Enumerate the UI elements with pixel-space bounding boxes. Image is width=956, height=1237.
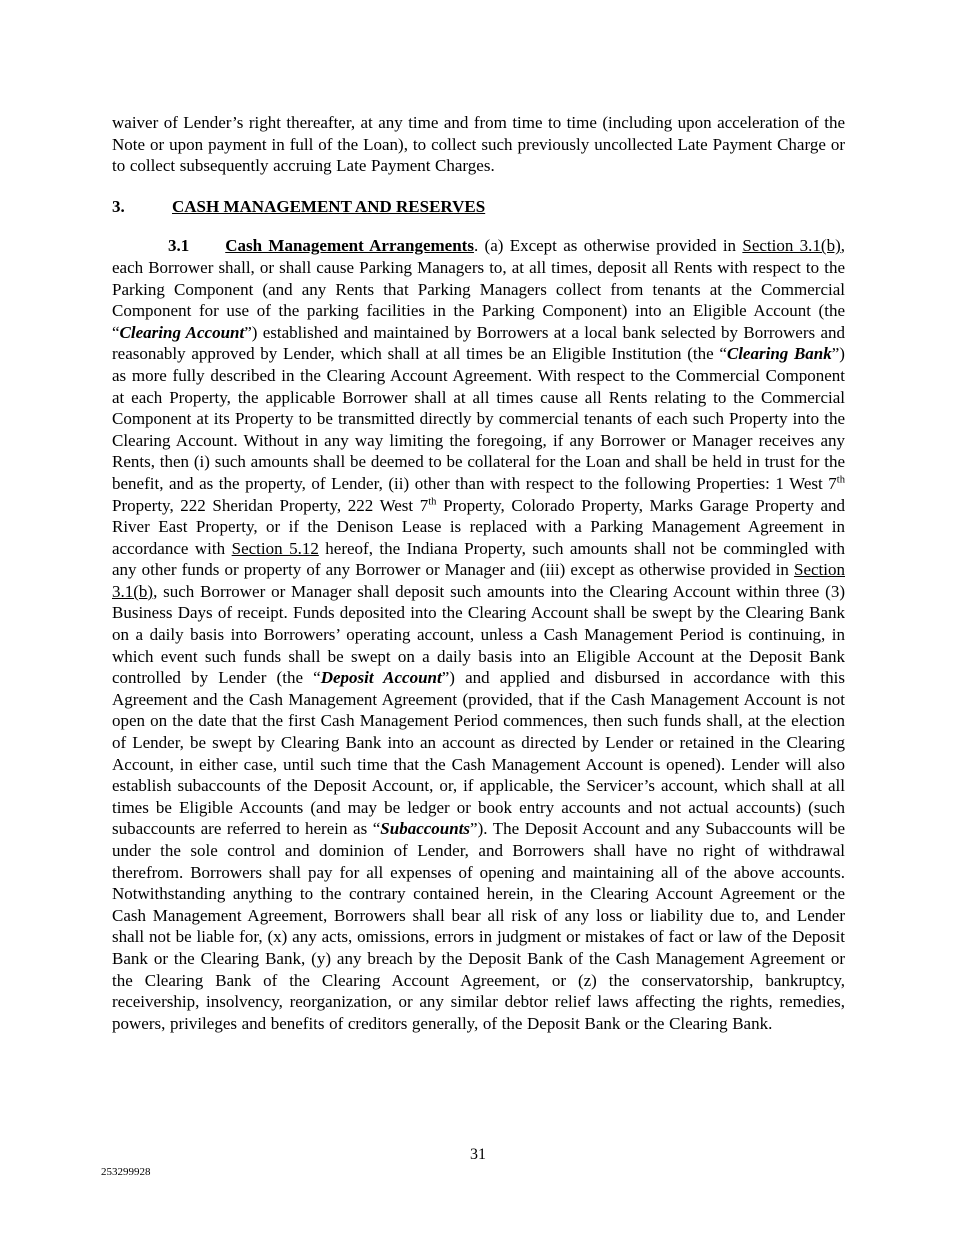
document-id-footer: 253299928 [101, 1166, 151, 1178]
text-run: , such Borrower or Manager shall deposit such amounts into the Clearing Account within three (3) Business Days of receipt. Funds deposited into the Clearing Account shall be swept by the Clearing Bank on a daily basis into Borrowers’ operating account, unless a Cash Management Period is continuing, in which event such funds shall be swept on a daily basis into an Eligible Account at the Deposit Bank controlled by Lender (the “ [112, 581, 845, 688]
text-run: ”). The Deposit Account and any Subaccounts will be under the sole control and dominion of Lender, and Borrowers shall have no right of withdrawal therefrom. Borrowers shall pay for all expenses of opening and maintaining all of the above accounts. Notwithstanding anything to the contrary contained herein, in the Clearing Account Agreement or the Cash Management Agreement, Borrowers shall bear all risk of any loss or liability due to, and Lender shall not be liable for, (x) any acts, omissions, errors in judgment or mistakes of fact or law of the Deposit Bank or the Clearing Bank, (y) any breach by the Deposit Bank of the Cash Management Agreement or the Clearing Bank of the Clearing Account Agreement, or (z) the conservatorship, bankruptcy, receivership, insolvency, reorganization, or any similar debtor relief laws affecting the rights, remedies, powers, privileges and benefits of creditors generally, of the Deposit Bank or the Clearing Bank. [112, 819, 845, 1033]
page-number: 31 [470, 1146, 486, 1163]
text-run: Subaccounts [380, 819, 471, 839]
text-run: hereof, the Indiana Property, such amounts shall not be commingled with any other funds or property of any Borrower or Manager and (iii) except as otherwise provided in [112, 538, 845, 580]
text-run: Clearing Bank [726, 344, 832, 364]
text-run: Deposit Account [320, 668, 442, 688]
text-run: Clearing Account [119, 322, 245, 342]
section-heading [112, 196, 845, 218]
text-run: 3.1 [168, 236, 190, 256]
text-run: Section 5.12 [231, 538, 319, 558]
text-run: Section 3.1(b) [112, 560, 845, 601]
text-run: . (a) Except as otherwise provided in [473, 236, 743, 256]
text-run: ”) and applied and disbursed in accordance with this Agreement and the Cash Management Agreement (provided, that if the Cash Management Account is not open on the date that the first Cash Management Period commences, then such funds shall, at the election of Lender, be swept by Clearing Bank into an account as directed by Lender or retained in the Clearing Account, in either case, until such time that the Cash Management Account is opened). Lender will also establish subaccounts of the Deposit Account, or, if applicable, the Servicer’s account, which shall at all times be Eligible Accounts (and may be ledger or book entry accounts and not actual accounts) (such subaccounts are referred to herein as “ [112, 668, 845, 839]
text-run: th [428, 495, 437, 507]
text-run: Property, Colorado Property, Marks Garage Property and River East Property, or if the Denison Lease is replaced with a Parking Management Agreement in accordance with [112, 495, 845, 558]
text-run: Section 3.1(b) [742, 236, 841, 256]
text-run: th [836, 474, 845, 486]
text-run: , each Borrower shall, or shall cause Parking Managers to, at all times, deposit all Rents with respect to the Parking Component (and any Rents that Parking Managers collect from tenants at the Commercial Component for use of the parking facilities in the Parking Component) into an Eligible Account (the “ [112, 236, 846, 342]
section-title: CASH MANAGEMENT AND RESERVES [172, 196, 486, 216]
section-3-1-paragraph [112, 235, 845, 1034]
text-run: Property, 222 Sheridan Property, 222 West 7 [112, 495, 429, 515]
text-block [112, 0, 845, 1034]
text-run: ”) established and maintained by Borrowers at a local bank selected by Borrowers and reasonably approved by Lender, which shall at all times be an Eligible Institution (the “ [112, 322, 845, 364]
text-run: ”) as more fully described in the Clearing Account Agreement. With respect to the Commercial Component at each Property, the applicable Borrower shall at all times cause all Rents relating to the Commercial Component at its Property to be transmitted directly by commercial tenants of each such Property into the Clearing Account. Without in any way limiting the foregoing, if any Borrower or Manager receives any Rents, then (i) such amounts shall be deemed to be collateral for the Loan and shall be held in trust for the benefit, and as the property, of Lender, (ii) other than with respect to the following Properties: 1 West 7 [112, 344, 845, 493]
text-run: Cash Management Arrangements [225, 236, 474, 256]
section-number: 3. [112, 196, 125, 216]
intro-paragraph: waiver of Lender’s right thereafter, at any time and from time to time (including upon acceleration of the Note or upon payment in full of the Loan), to collect such previously uncollected Late Payment Charge or to collect subsequently accruing Late Payment Charges. [112, 113, 845, 176]
